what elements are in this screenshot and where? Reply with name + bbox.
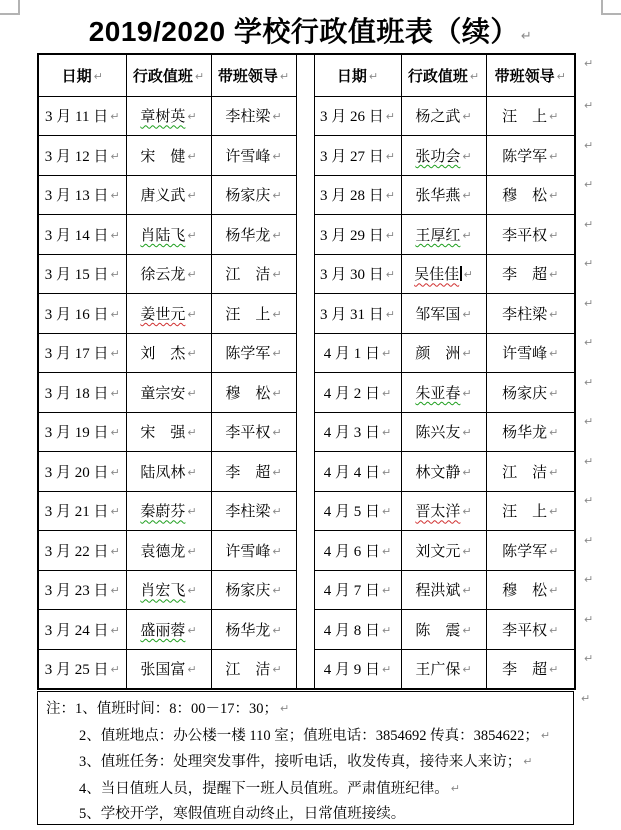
leader-cell-left[interactable]: 许雪峰 ↵ [211,531,296,571]
date-cell-right[interactable]: 3 月 31 日 ↵ [314,294,401,334]
pilcrow-icon: ↵ [187,663,197,676]
notes-box [37,691,574,825]
duty-cell-left[interactable]: 袁德龙 ↵ [126,531,211,571]
leader-cell-left[interactable]: 穆 松 ↵ [211,373,296,413]
header-row [38,54,601,96]
duty-cell-right[interactable]: 王广保 ↵ [401,649,486,689]
table-row [38,175,601,215]
pilcrow-icon: ↵ [110,347,120,361]
date-cell-right[interactable]: 3 月 27 日 ↵ [314,136,401,176]
pilcrow-icon: ↵ [187,189,197,203]
pilcrow-icon: ↵ [584,99,594,112]
leader-cell-left[interactable]: 江 洁 ↵ [211,254,296,294]
date-cell-right[interactable]: 3 月 28 日 ↵ [314,175,401,215]
row-end-mark [575,136,601,176]
pilcrow-icon: ↵ [110,307,120,321]
pilcrow-icon: ↵ [272,347,282,361]
duty-cell-left[interactable]: 宋 强 ↵ [126,412,211,452]
pilcrow-icon: ↵ [540,728,551,742]
leader-cell-left[interactable]: 李 超 ↵ [211,452,296,492]
table-row [38,649,601,689]
duty-cell-right[interactable]: 张华燕 ↵ [401,175,486,215]
pilcrow-icon: ↵ [385,189,395,203]
leader-cell-right[interactable]: 李 超 ↵ [486,649,575,689]
row-end-mark [575,570,601,610]
pilcrow-icon: ↵ [584,415,594,428]
pilcrow-icon: ↵ [187,228,197,242]
row-end-mark [575,294,601,334]
date-cell-left[interactable]: 3 月 21 日 ↵ [38,491,126,531]
duty-cell-right[interactable]: 晋太洋 ↵ [401,491,486,531]
date-cell-right[interactable]: 4 月 5 日 ↵ [314,491,401,531]
date-cell-right[interactable]: 4 月 8 日 ↵ [314,610,401,650]
leader-cell-left[interactable]: 李柱梁 ↵ [211,491,296,531]
pilcrow-icon: ↵ [549,307,559,321]
duty-cell-left[interactable]: 张国富 ↵ [126,649,211,689]
pilcrow-icon: ↵ [110,110,120,124]
roster-tbody [38,54,601,689]
row-end-mark [575,96,601,136]
pilcrow-icon: ↵ [549,663,559,676]
leader-cell-right[interactable]: 汪 上 ↵ [486,491,575,531]
pilcrow-icon: ↵ [462,465,472,479]
pilcrow-icon: ↵ [385,149,395,163]
pilcrow-icon: ↵ [187,149,197,163]
date-cell-left[interactable]: 3 月 23 日 ↵ [38,570,126,610]
header-leader-right[interactable]: 带班领导 ↵ [486,54,575,96]
pilcrow-icon: ↵ [110,189,120,203]
pilcrow-icon: ↵ [382,584,392,598]
pilcrow-icon: ↵ [187,347,197,361]
title-text: 2019/2020 学校行政值班表（续） [88,16,519,47]
row-end-mark [575,491,601,531]
pilcrow-icon: ↵ [272,149,282,163]
row-end-mark [575,610,601,650]
duty-cell-left[interactable]: 唐义武 ↵ [126,175,211,215]
pilcrow-icon: ↵ [382,544,392,558]
pilcrow-icon: ↵ [584,375,594,389]
date-cell-left[interactable]: 3 月 18 日 ↵ [38,373,126,413]
pilcrow-icon: ↵ [110,426,120,440]
pilcrow-icon: ↵ [549,544,559,558]
pilcrow-icon: ↵ [584,138,594,152]
pilcrow-icon: ↵ [584,336,594,349]
pilcrow-icon: ↵ [272,268,282,282]
pilcrow-icon: ↵ [462,189,472,203]
pilcrow-icon: ↵ [462,663,472,676]
pilcrow-icon: ↵ [110,544,120,558]
pilcrow-icon: ↵ [549,426,559,440]
date-cell-left[interactable]: 3 月 19 日 ↵ [38,412,126,452]
table-row [38,215,601,255]
pilcrow-icon: ↵ [280,702,290,715]
pilcrow-icon: ↵ [110,149,120,163]
pilcrow-icon: ↵ [584,612,594,626]
pilcrow-icon: ↵ [382,663,392,676]
duty-cell-right[interactable]: 朱亚春 ↵ [401,373,486,413]
pilcrow-icon: ↵ [462,307,472,321]
pilcrow-icon: ↵ [549,189,559,203]
pilcrow-icon: ↵ [382,465,392,479]
leader-cell-left[interactable]: 李平权 ↵ [211,412,296,452]
duty-cell-right[interactable]: 杨之武 ↵ [401,96,486,136]
pilcrow-icon: ↵ [584,57,594,70]
pilcrow-icon: ↵ [462,386,472,400]
table-row [38,570,601,610]
pilcrow-icon: ↵ [110,386,120,400]
leader-cell-left[interactable]: 杨家庆 ↵ [211,570,296,610]
pilcrow-icon: ↵ [187,268,197,282]
row-end-mark [575,54,601,96]
pilcrow-icon: ↵ [187,110,197,124]
leader-cell-right[interactable]: 汪 上 ↵ [486,96,575,136]
leader-cell-right[interactable]: 李平权 ↵ [486,215,575,255]
duty-cell-left[interactable]: 童宗安 ↵ [126,373,211,413]
date-cell-left[interactable]: 3 月 22 日 ↵ [38,531,126,571]
duty-cell-right[interactable]: 王厚红 ↵ [401,215,486,255]
pilcrow-icon: ↵ [462,505,472,519]
note-line[interactable]: 4、当日值班人员，提醒下一班人员值班。严肃值班纪律。 ↵ [79,780,460,797]
duty-cell-right[interactable]: 陈兴友 ↵ [401,412,486,452]
pilcrow-icon: ↵ [549,505,559,519]
pilcrow-icon: ↵ [272,307,282,321]
duty-cell-left[interactable]: 秦蔚芬 ↵ [126,491,211,531]
duty-cell-left[interactable]: 陆凤林 ↵ [126,452,211,492]
pilcrow-icon: ↵ [187,584,197,598]
duty-cell-left[interactable]: 盛丽蓉 ↵ [126,610,211,650]
pilcrow-icon: ↵ [110,268,120,282]
pilcrow-icon: ↵ [385,110,395,124]
pilcrow-icon: ↵ [368,69,379,83]
pilcrow-icon: ↵ [584,494,594,507]
leader-cell-left[interactable]: 汪 上 ↵ [211,294,296,334]
pilcrow-icon: ↵ [272,465,282,479]
pilcrow-icon: ↵ [581,692,591,705]
pilcrow-icon: ↵ [462,426,472,440]
pilcrow-icon: ↵ [462,623,472,637]
pilcrow-icon: ↵ [382,347,392,361]
pilcrow-icon: ↵ [549,228,559,242]
leader-cell-right[interactable]: 许雪峰 ↵ [486,333,575,373]
pilcrow-icon: ↵ [187,544,197,558]
pilcrow-icon: ↵ [549,623,559,637]
pilcrow-icon: ↵ [584,573,594,586]
row-end-mark [575,412,601,452]
pilcrow-icon: ↵ [584,533,594,547]
pilcrow-icon: ↵ [584,217,594,231]
header-date-right[interactable]: 日期 ↵ [314,54,401,96]
pilcrow-icon: ↵ [110,505,120,519]
row-end-mark [575,254,601,294]
leader-cell-right[interactable]: 李柱梁 ↵ [486,294,575,334]
duty-cell-left[interactable]: 刘 杰 ↵ [126,333,211,373]
pilcrow-icon: ↵ [549,465,559,479]
table-row [38,412,601,452]
pilcrow-icon: ↵ [462,110,472,124]
note-line[interactable]: 3、值班任务：处理突发事件，接听电话，收发传真，接待来人来访； ↵ [79,754,533,770]
leader-cell-left[interactable]: 李柱梁 ↵ [211,96,296,136]
table-row [38,610,601,650]
pilcrow-icon: ↵ [110,465,120,479]
pilcrow-icon: ↵ [385,307,395,321]
pilcrow-icon: ↵ [272,623,282,637]
date-cell-left[interactable]: 3 月 13 日 ↵ [38,175,126,215]
pilcrow-icon: ↵ [549,268,559,282]
table-row [38,531,601,571]
pilcrow-icon: ↵ [187,505,197,519]
pilcrow-icon: ↵ [110,228,120,242]
duty-cell-left[interactable]: 章树英 ↵ [126,96,211,136]
leader-cell-left[interactable]: 杨家庆 ↵ [211,175,296,215]
row-end-mark [575,452,601,492]
pilcrow-icon: ↵ [272,228,282,242]
pilcrow-icon: ↵ [382,426,392,440]
pilcrow-icon: ↵ [272,584,282,598]
date-cell-right[interactable]: 4 月 4 日 ↵ [314,452,401,492]
row-end-mark [575,215,601,255]
pilcrow-icon: ↵ [549,584,559,598]
note-line[interactable]: 2、值班地点：办公楼一楼 110 室；值班电话：3854692 传真：3854622； ↵ [79,727,551,744]
duty-cell-left[interactable]: 宋 健 ↵ [126,136,211,176]
pilcrow-icon: ↵ [110,584,120,598]
duty-cell-right[interactable]: 颜 洲 ↵ [401,333,486,373]
date-cell-right[interactable]: 4 月 6 日 ↵ [314,531,401,571]
date-cell-right[interactable]: 4 月 9 日 ↵ [314,649,401,689]
duty-cell-right[interactable]: 林文静 ↵ [401,452,486,492]
duty-cell-left[interactable]: 姜世元 ↵ [126,294,211,334]
date-cell-left[interactable]: 3 月 20 日 ↵ [38,452,126,492]
header-date-left[interactable]: 日期 ↵ [38,54,126,96]
duty-cell-right[interactable]: 吴佳佳 ↵ [401,254,486,294]
leader-cell-left[interactable]: 陈学军 ↵ [211,333,296,373]
pilcrow-icon: ↵ [382,386,392,400]
pilcrow-icon: ↵ [272,544,282,558]
row-end-mark [575,373,601,413]
date-cell-left[interactable]: 3 月 24 日 ↵ [38,610,126,650]
table-row [38,333,601,373]
table-row [38,491,601,531]
row-end-mark [575,649,601,689]
table-row [38,136,601,176]
duty-cell-left[interactable]: 肖陆飞 ↵ [126,215,211,255]
pilcrow-icon: ↵ [462,544,472,558]
duty-cell-right[interactable]: 邹军国 ↵ [401,294,486,334]
pilcrow-icon: ↵ [584,454,594,468]
pilcrow-icon: ↵ [584,257,594,270]
date-cell-right[interactable]: 3 月 29 日 ↵ [314,215,401,255]
date-cell-left[interactable]: 3 月 14 日 ↵ [38,215,126,255]
table-gap-column [296,54,314,689]
leader-cell-right[interactable]: 杨华龙 ↵ [486,412,575,452]
pilcrow-icon: ↵ [520,29,533,44]
pilcrow-icon: ↵ [187,426,197,440]
leader-cell-left[interactable]: 江 洁 ↵ [211,649,296,689]
pilcrow-icon: ↵ [272,189,282,203]
note-line[interactable]: 5、学校开学，寒假值班自动终止，日常值班接续。 [79,806,406,822]
pilcrow-icon: ↵ [385,228,395,242]
pilcrow-icon: ↵ [584,652,594,665]
note-line[interactable]: 注：1、值班时间：8：00－17：30； ↵ [46,701,290,717]
date-cell-right[interactable]: 4 月 3 日 ↵ [314,412,401,452]
date-cell-right[interactable]: 4 月 2 日 ↵ [314,373,401,413]
pilcrow-icon: ↵ [462,347,472,361]
date-cell-right[interactable]: 3 月 26 日 ↵ [314,96,401,136]
header-duty-right[interactable]: 行政值班 ↵ [401,54,486,96]
header-duty-left[interactable]: 行政值班 ↵ [126,54,211,96]
pilcrow-icon: ↵ [187,623,197,637]
pilcrow-icon: ↵ [584,296,594,310]
pilcrow-icon: ↵ [93,69,103,83]
pilcrow-icon: ↵ [462,149,472,163]
pilcrow-icon: ↵ [382,623,392,637]
pilcrow-icon: ↵ [549,149,559,163]
pilcrow-icon: ↵ [549,347,559,361]
duty-cell-right[interactable]: 程洪斌 ↵ [401,570,486,610]
leader-cell-right[interactable]: 李 超 ↵ [486,254,575,294]
leader-cell-right[interactable]: 穆 松 ↵ [486,570,575,610]
pilcrow-icon: ↵ [110,663,120,676]
pilcrow-icon: ↵ [272,505,282,519]
table-row [38,254,601,294]
duty-cell-right[interactable]: 刘文元 ↵ [401,531,486,571]
pilcrow-icon: ↵ [272,386,282,400]
pilcrow-icon: ↵ [462,228,472,242]
header-leader-left[interactable]: 带班领导 ↵ [211,54,296,96]
leader-cell-right[interactable]: 陈学军 ↵ [486,531,575,571]
date-cell-right[interactable]: 3 月 30 日 ↵ [314,254,401,294]
date-cell-left[interactable]: 3 月 12 日 ↵ [38,136,126,176]
pilcrow-icon: ↵ [556,69,566,83]
date-cell-left[interactable]: 3 月 11 日 ↵ [38,96,126,136]
duty-cell-left[interactable]: 徐云龙 ↵ [126,254,211,294]
date-cell-left[interactable]: 3 月 16 日 ↵ [38,294,126,334]
pilcrow-icon: ↵ [187,465,197,479]
pilcrow-icon: ↵ [110,623,120,637]
date-cell-right[interactable]: 4 月 7 日 ↵ [314,570,401,610]
leader-cell-left[interactable]: 许雪峰 ↵ [211,136,296,176]
pilcrow-icon: ↵ [279,69,290,83]
table-row [38,373,601,413]
pilcrow-icon: ↵ [272,110,282,124]
pilcrow-icon: ↵ [462,584,472,598]
pilcrow-icon: ↵ [549,110,559,124]
leader-cell-right[interactable]: 穆 松 ↵ [486,175,575,215]
pilcrow-icon: ↵ [385,268,395,282]
duty-cell-right[interactable]: 张功会 ↵ [401,136,486,176]
leader-cell-left[interactable]: 杨华龙 ↵ [211,610,296,650]
pilcrow-icon: ↵ [463,268,473,282]
pilcrow-icon: ↵ [272,663,282,676]
pilcrow-icon: ↵ [194,69,205,83]
pilcrow-icon: ↵ [450,781,460,795]
row-end-mark [575,333,601,373]
pilcrow-icon: ↵ [382,505,392,519]
leader-cell-right[interactable]: 李平权 ↵ [486,610,575,650]
date-cell-left[interactable]: 3 月 15 日 ↵ [38,254,126,294]
pilcrow-icon: ↵ [187,307,197,321]
pilcrow-icon: ↵ [272,426,282,440]
row-end-mark [575,531,601,571]
duty-cell-left[interactable]: 肖宏飞 ↵ [126,570,211,610]
pilcrow-icon: ↵ [549,386,559,400]
pilcrow-icon: ↵ [187,386,197,400]
document-title[interactable] [0,10,621,50]
duty-cell-right[interactable]: 陈 震 ↵ [401,610,486,650]
leader-cell-right[interactable]: 江 洁 ↵ [486,452,575,492]
date-cell-right[interactable]: 4 月 1 日 ↵ [314,333,401,373]
pilcrow-icon: ↵ [523,755,533,768]
date-cell-left[interactable]: 3 月 17 日 ↵ [38,333,126,373]
leader-cell-left[interactable]: 杨华龙 ↵ [211,215,296,255]
leader-cell-right[interactable]: 陈学军 ↵ [486,136,575,176]
table-row [38,96,601,136]
pilcrow-icon: ↵ [469,69,480,83]
pilcrow-icon: ↵ [584,178,594,191]
table-row [38,294,601,334]
row-end-mark [575,175,601,215]
date-cell-left[interactable]: 3 月 25 日 ↵ [38,649,126,689]
duty-roster-table [37,53,602,690]
table-row [38,452,601,492]
leader-cell-right[interactable]: 杨家庆 ↵ [486,373,575,413]
